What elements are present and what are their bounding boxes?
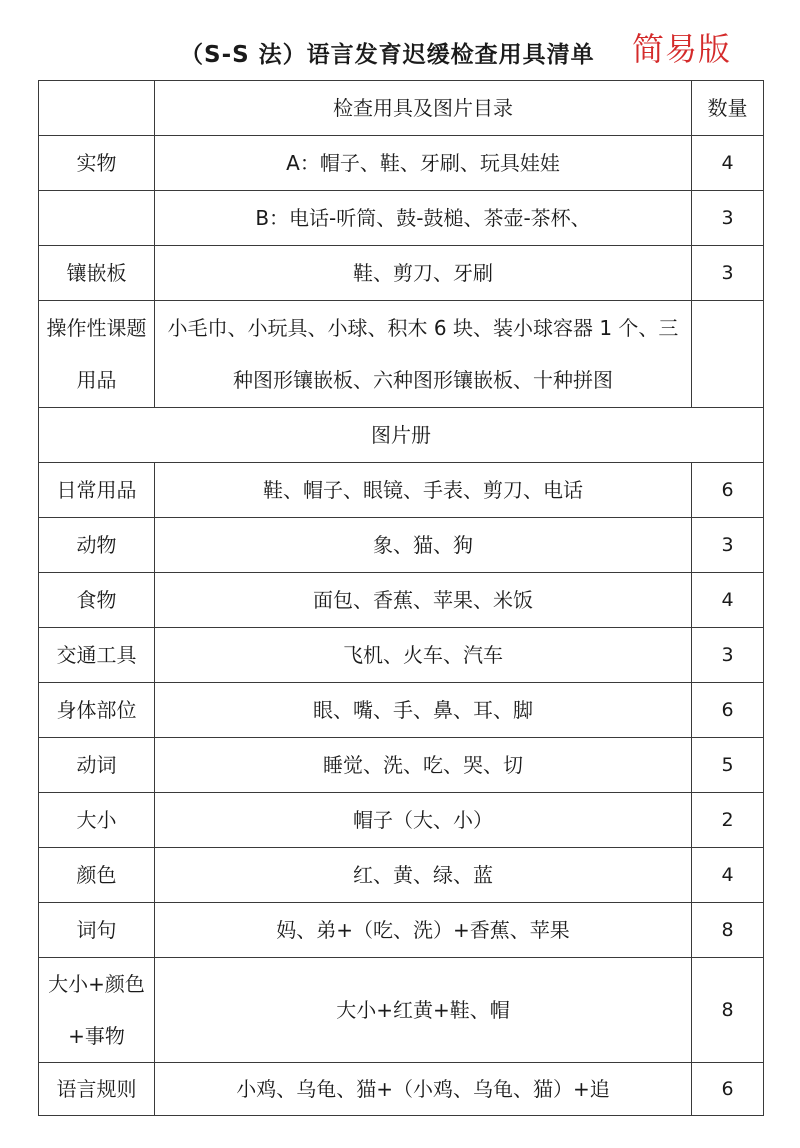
count-cell: 3 xyxy=(692,518,764,573)
items-cell: 象、猫、狗 xyxy=(155,518,692,573)
count-cell: 2 xyxy=(692,793,764,848)
category-cell: 实物 xyxy=(39,136,155,191)
category-cell: 词句 xyxy=(39,903,155,958)
table-row xyxy=(39,518,764,573)
items-cell: 大小+红黄+鞋、帽 xyxy=(155,958,692,1063)
category-cell: 大小 xyxy=(39,793,155,848)
count-cell: 8 xyxy=(692,958,764,1063)
count-cell: 6 xyxy=(692,1063,764,1116)
table-row xyxy=(39,1063,764,1116)
count-cell xyxy=(692,301,764,408)
items-cell: 眼、嘴、手、鼻、耳、脚 xyxy=(155,683,692,738)
count-cell: 3 xyxy=(692,246,764,301)
items-cell: 睡觉、洗、吃、哭、切 xyxy=(155,738,692,793)
items-cell: 帽子（大、小） xyxy=(155,793,692,848)
items-cell: 妈、弟+（吃、洗）+香蕉、苹果 xyxy=(155,903,692,958)
category-cell: 大小+颜色+事物 xyxy=(39,958,155,1063)
table-header-row xyxy=(39,81,764,136)
category-cell: 日常用品 xyxy=(39,463,155,518)
count-cell: 6 xyxy=(692,463,764,518)
title-bar xyxy=(0,22,800,72)
category-cell: 动词 xyxy=(39,738,155,793)
category-cell: 颜色 xyxy=(39,848,155,903)
items-cell: 鞋、剪刀、牙刷 xyxy=(155,246,692,301)
checklist-table xyxy=(38,80,764,1116)
document-title: （S-S 法）语言发育迟缓检查用具清单 xyxy=(180,42,595,68)
count-cell: 4 xyxy=(692,573,764,628)
count-cell: 6 xyxy=(692,683,764,738)
items-cell: 鞋、帽子、眼镜、手表、剪刀、电话 xyxy=(155,463,692,518)
items-cell: A：帽子、鞋、牙刷、玩具娃娃 xyxy=(155,136,692,191)
table-row xyxy=(39,628,764,683)
table-row xyxy=(39,463,764,518)
category-cell: 操作性课题用品 xyxy=(39,301,155,408)
items-cell: 红、黄、绿、蓝 xyxy=(155,848,692,903)
table-row xyxy=(39,793,764,848)
table-row xyxy=(39,136,764,191)
table-row xyxy=(39,903,764,958)
category-cell: 镶嵌板 xyxy=(39,246,155,301)
category-cell: 身体部位 xyxy=(39,683,155,738)
header-items-cell: 检查用具及图片目录 xyxy=(155,81,692,136)
count-cell: 3 xyxy=(692,191,764,246)
count-cell: 3 xyxy=(692,628,764,683)
count-cell: 5 xyxy=(692,738,764,793)
table-row xyxy=(39,191,764,246)
count-cell: 4 xyxy=(692,136,764,191)
category-cell: 交通工具 xyxy=(39,628,155,683)
category-cell: 语言规则 xyxy=(39,1063,155,1116)
items-cell: 小毛巾、小玩具、小球、积木 6 块、装小球容器 1 个、三种图形镶嵌板、六种图形镶嵌板、十种拼图 xyxy=(155,301,692,408)
table-row xyxy=(39,573,764,628)
header-category-cell xyxy=(39,81,155,136)
table-row xyxy=(39,848,764,903)
table-row xyxy=(39,301,764,408)
count-cell: 4 xyxy=(692,848,764,903)
items-cell: B：电话-听筒、鼓-鼓槌、茶壶-茶杯、 xyxy=(155,191,692,246)
category-cell xyxy=(39,191,155,246)
section-row xyxy=(39,408,764,463)
table-row xyxy=(39,246,764,301)
items-cell: 面包、香蕉、苹果、米饭 xyxy=(155,573,692,628)
section-title-cell: 图片册 xyxy=(39,408,764,463)
category-cell: 动物 xyxy=(39,518,155,573)
items-cell: 小鸡、乌龟、猫+（小鸡、乌龟、猫）+追 xyxy=(155,1063,692,1116)
table-row xyxy=(39,683,764,738)
table-row xyxy=(39,738,764,793)
edition-badge: 简易版 xyxy=(632,30,732,68)
items-cell: 飞机、火车、汽车 xyxy=(155,628,692,683)
header-count-cell: 数量 xyxy=(692,81,764,136)
count-cell: 8 xyxy=(692,903,764,958)
category-cell: 食物 xyxy=(39,573,155,628)
table-row xyxy=(39,958,764,1063)
